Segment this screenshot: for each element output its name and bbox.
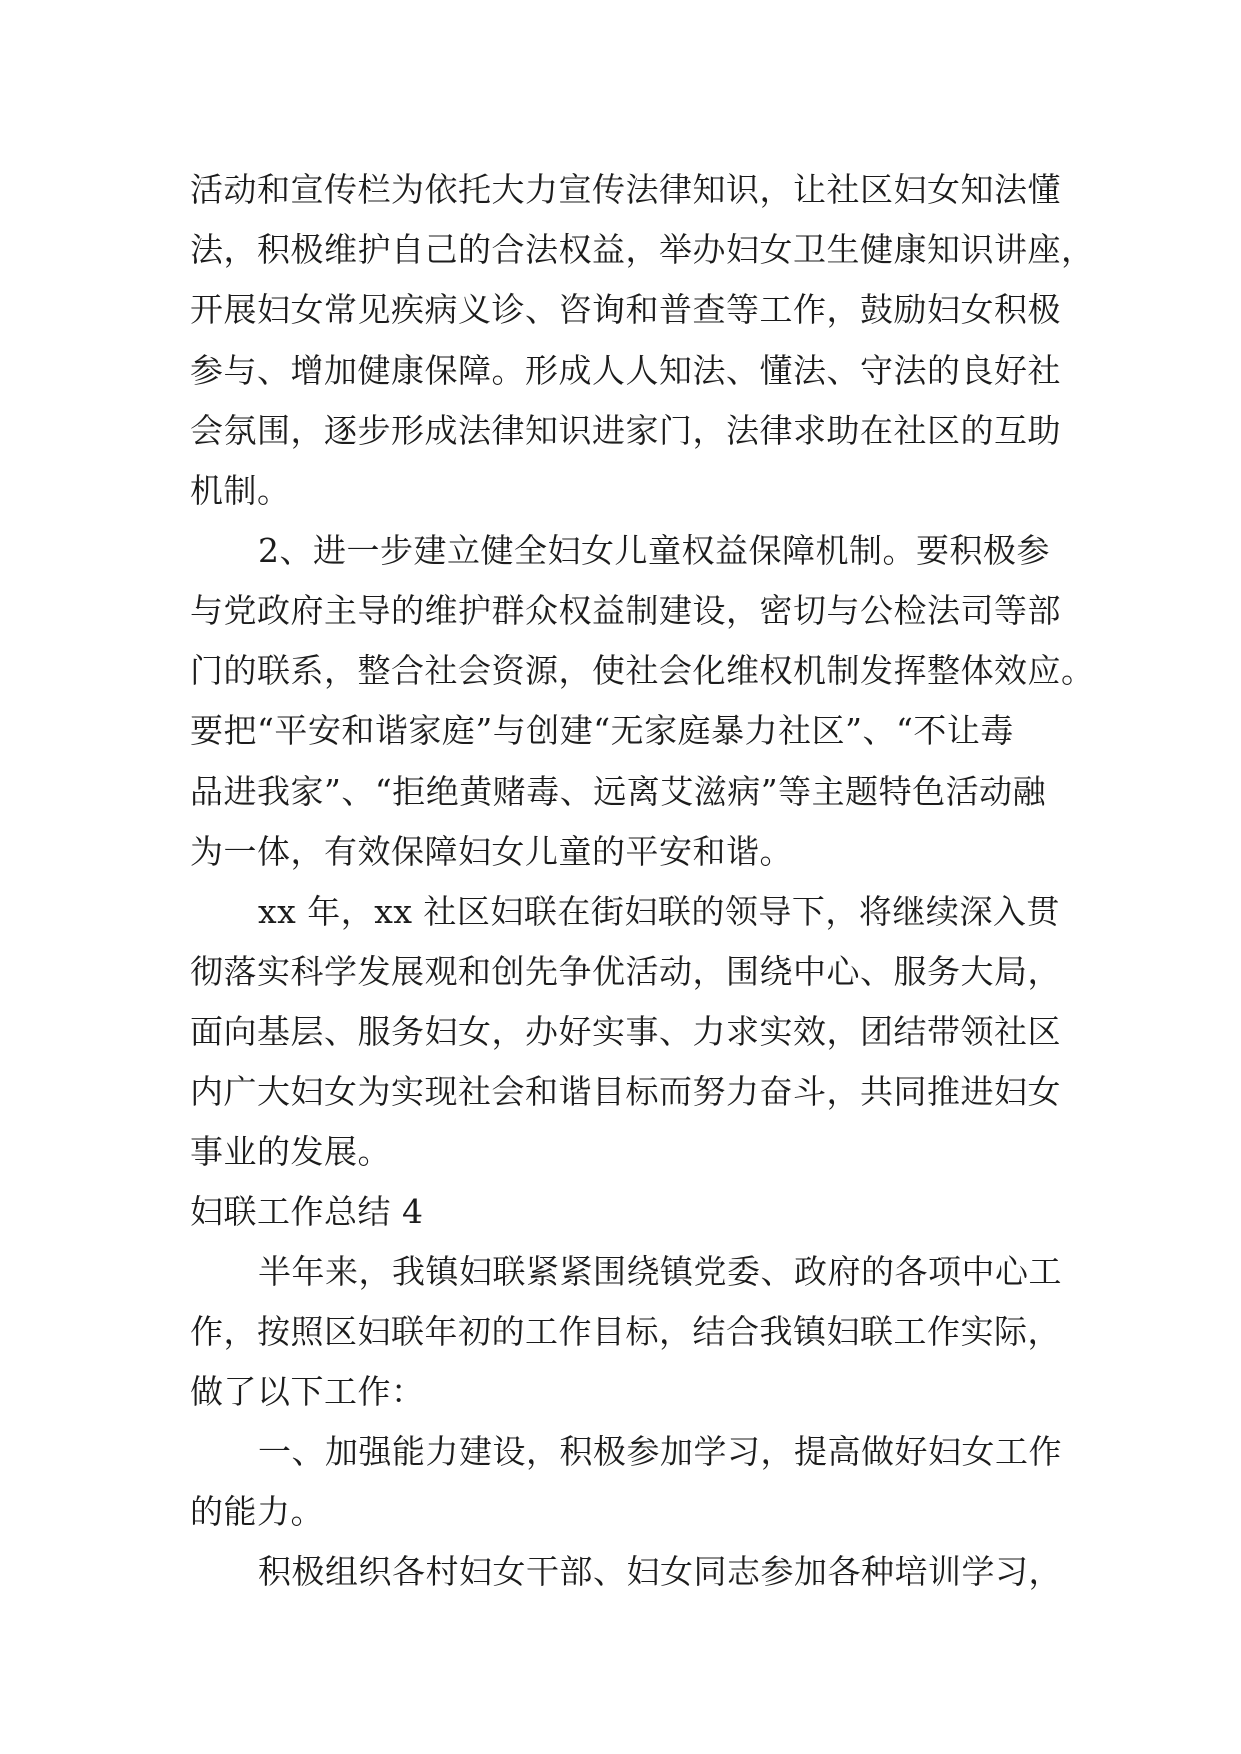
text-line: 内广大妇女为实现社会和谐目标而努力奋斗，共同推进妇女 bbox=[190, 1072, 1061, 1111]
text-line: 做了以下工作： bbox=[190, 1372, 425, 1411]
text-line: 与党政府主导的维护群众权益制建设，密切与公检法司等部 bbox=[190, 591, 1061, 630]
text-line: 事业的发展。 bbox=[190, 1132, 391, 1171]
text-line: 要把“平安和谐家庭”与创建“无家庭暴力社区”、“不让毒 bbox=[190, 711, 1014, 750]
paragraph-start: 积极组织各村妇女干部、妇女同志参加各种培训学习， bbox=[258, 1552, 1062, 1591]
section-heading: 妇联工作总结 4 bbox=[190, 1192, 424, 1231]
text-line: 法，积极维护自己的合法权益，举办妇女卫生健康知识讲座， bbox=[190, 230, 1095, 269]
text-line: 的能力。 bbox=[190, 1492, 324, 1531]
paragraph-start: 一、加强能力建设，积极参加学习，提高做好妇女工作 bbox=[258, 1432, 1062, 1471]
text-line: 彻落实科学发展观和创先争优活动，围绕中心、服务大局， bbox=[190, 952, 1061, 991]
text-line: 开展妇女常见疾病义诊、咨询和普查等工作，鼓励妇女积极 bbox=[190, 290, 1061, 329]
text-line: 面向基层、服务妇女，办好实事、力求实效，团结带领社区 bbox=[190, 1012, 1061, 1051]
text-line: 门的联系，整合社会资源，使社会化维权机制发挥整体效应。 bbox=[190, 651, 1095, 690]
text-line: 作，按照区妇联年初的工作目标，结合我镇妇联工作实际， bbox=[190, 1312, 1061, 1351]
text-line: 会氛围，逐步形成法律知识进家门，法律求助在社区的互助 bbox=[190, 411, 1061, 450]
text-line: 参与、增加健康保障。形成人人知法、懂法、守法的良好社 bbox=[190, 351, 1061, 390]
paragraph-start: 半年来，我镇妇联紧紧围绕镇党委、政府的各项中心工 bbox=[258, 1252, 1062, 1291]
text-line: 活动和宣传栏为依托大力宣传法律知识，让社区妇女知法懂 bbox=[190, 170, 1061, 209]
paragraph-start: 2、进一步建立健全妇女儿童权益保障机制。要积极参 bbox=[258, 531, 1050, 570]
text-line: 机制。 bbox=[190, 471, 291, 510]
text-line: 品进我家”、“拒绝黄赌毒、远离艾滋病”等主题特色活动融 bbox=[190, 772, 1047, 811]
paragraph-start: xx 年，xx 社区妇联在街妇联的领导下，将继续深入贯 bbox=[258, 892, 1060, 931]
text-line: 为一体，有效保障妇女儿童的平安和谐。 bbox=[190, 832, 793, 871]
